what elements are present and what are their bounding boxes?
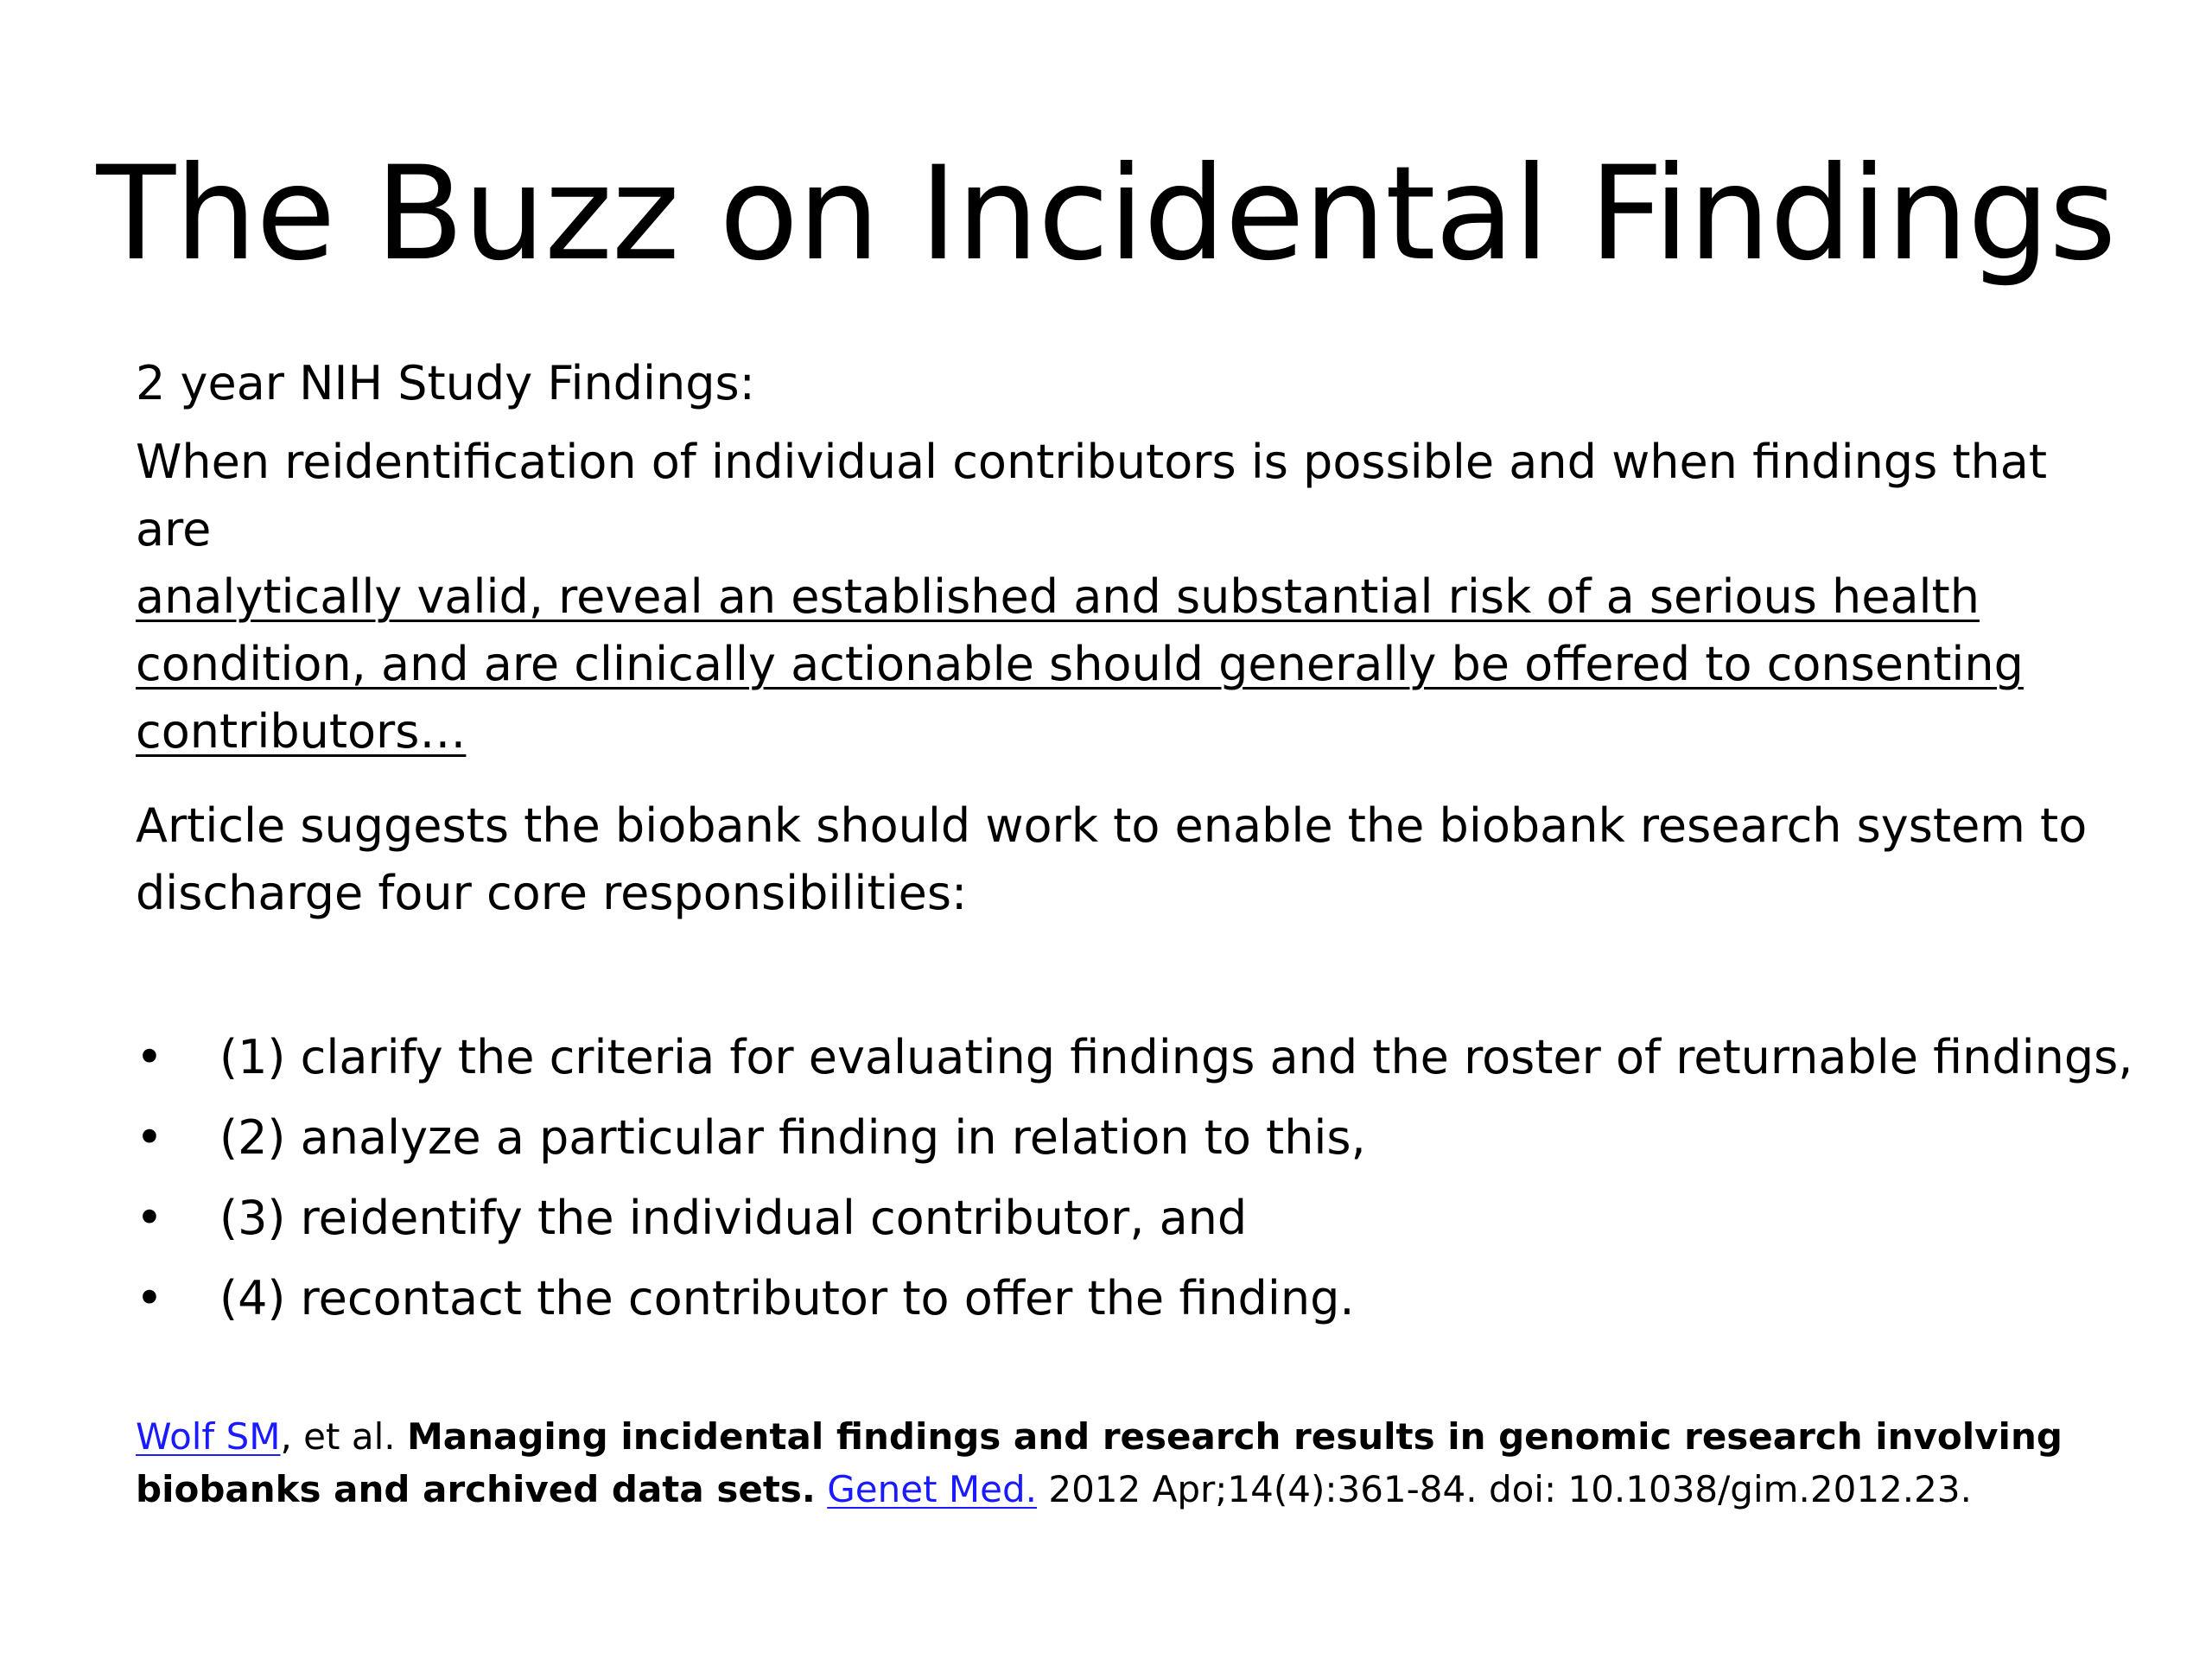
slide-title: The Buzz on Incidental Findings xyxy=(96,139,2116,289)
responsibilities-list xyxy=(136,1017,2133,1338)
author-suffix: , et al. xyxy=(280,1415,407,1458)
article-paragraph: Article suggests the biobank should work to enable the biobank research system to discharge four core responsibilities: xyxy=(136,798,2088,920)
list-item-text: (4) recontact the contributor to offer the finding. xyxy=(219,1271,1355,1325)
intro-text: 2 year NIH Study Findings: xyxy=(136,356,755,410)
quote-paragraph xyxy=(136,429,2123,766)
list-item-text: (2) analyze a particular finding in relation to this, xyxy=(219,1110,1366,1165)
list-item xyxy=(136,1178,2123,1258)
journal-link[interactable]: Genet Med. xyxy=(827,1468,1037,1510)
quote-plain-text: When reidentification of individual contributors is possible and when findings that are xyxy=(136,435,2048,556)
author-link[interactable]: Wolf SM xyxy=(136,1415,281,1458)
bullet-icon: • xyxy=(136,1110,163,1165)
list-item xyxy=(136,1017,2133,1097)
bullet-icon: • xyxy=(136,1271,163,1325)
list-item-text: (3) reidentify the individual contributor, and xyxy=(219,1191,1248,1245)
article-title: Managing incidental findings and research results in genomic research involving biobanks and archived data sets. xyxy=(136,1415,2063,1510)
list-item-text: (1) clarify the criteria for evaluating findings and the roster of returnable findings, xyxy=(219,1030,2133,1084)
quote-underlined-text: analytically valid, reveal an established and substantial risk of a serious health condition, and are clinically actionable should generally be offered to consenting contributors… xyxy=(136,569,2024,759)
list-item xyxy=(136,1258,2123,1338)
bullet-icon: • xyxy=(136,1030,163,1084)
list-item xyxy=(136,1097,2123,1178)
bullet-icon: • xyxy=(136,1191,163,1245)
citation xyxy=(136,1410,2123,1516)
citation-details: 2012 Apr;14(4):361-84. doi: 10.1038/gim.2012.23. xyxy=(1037,1468,1972,1510)
